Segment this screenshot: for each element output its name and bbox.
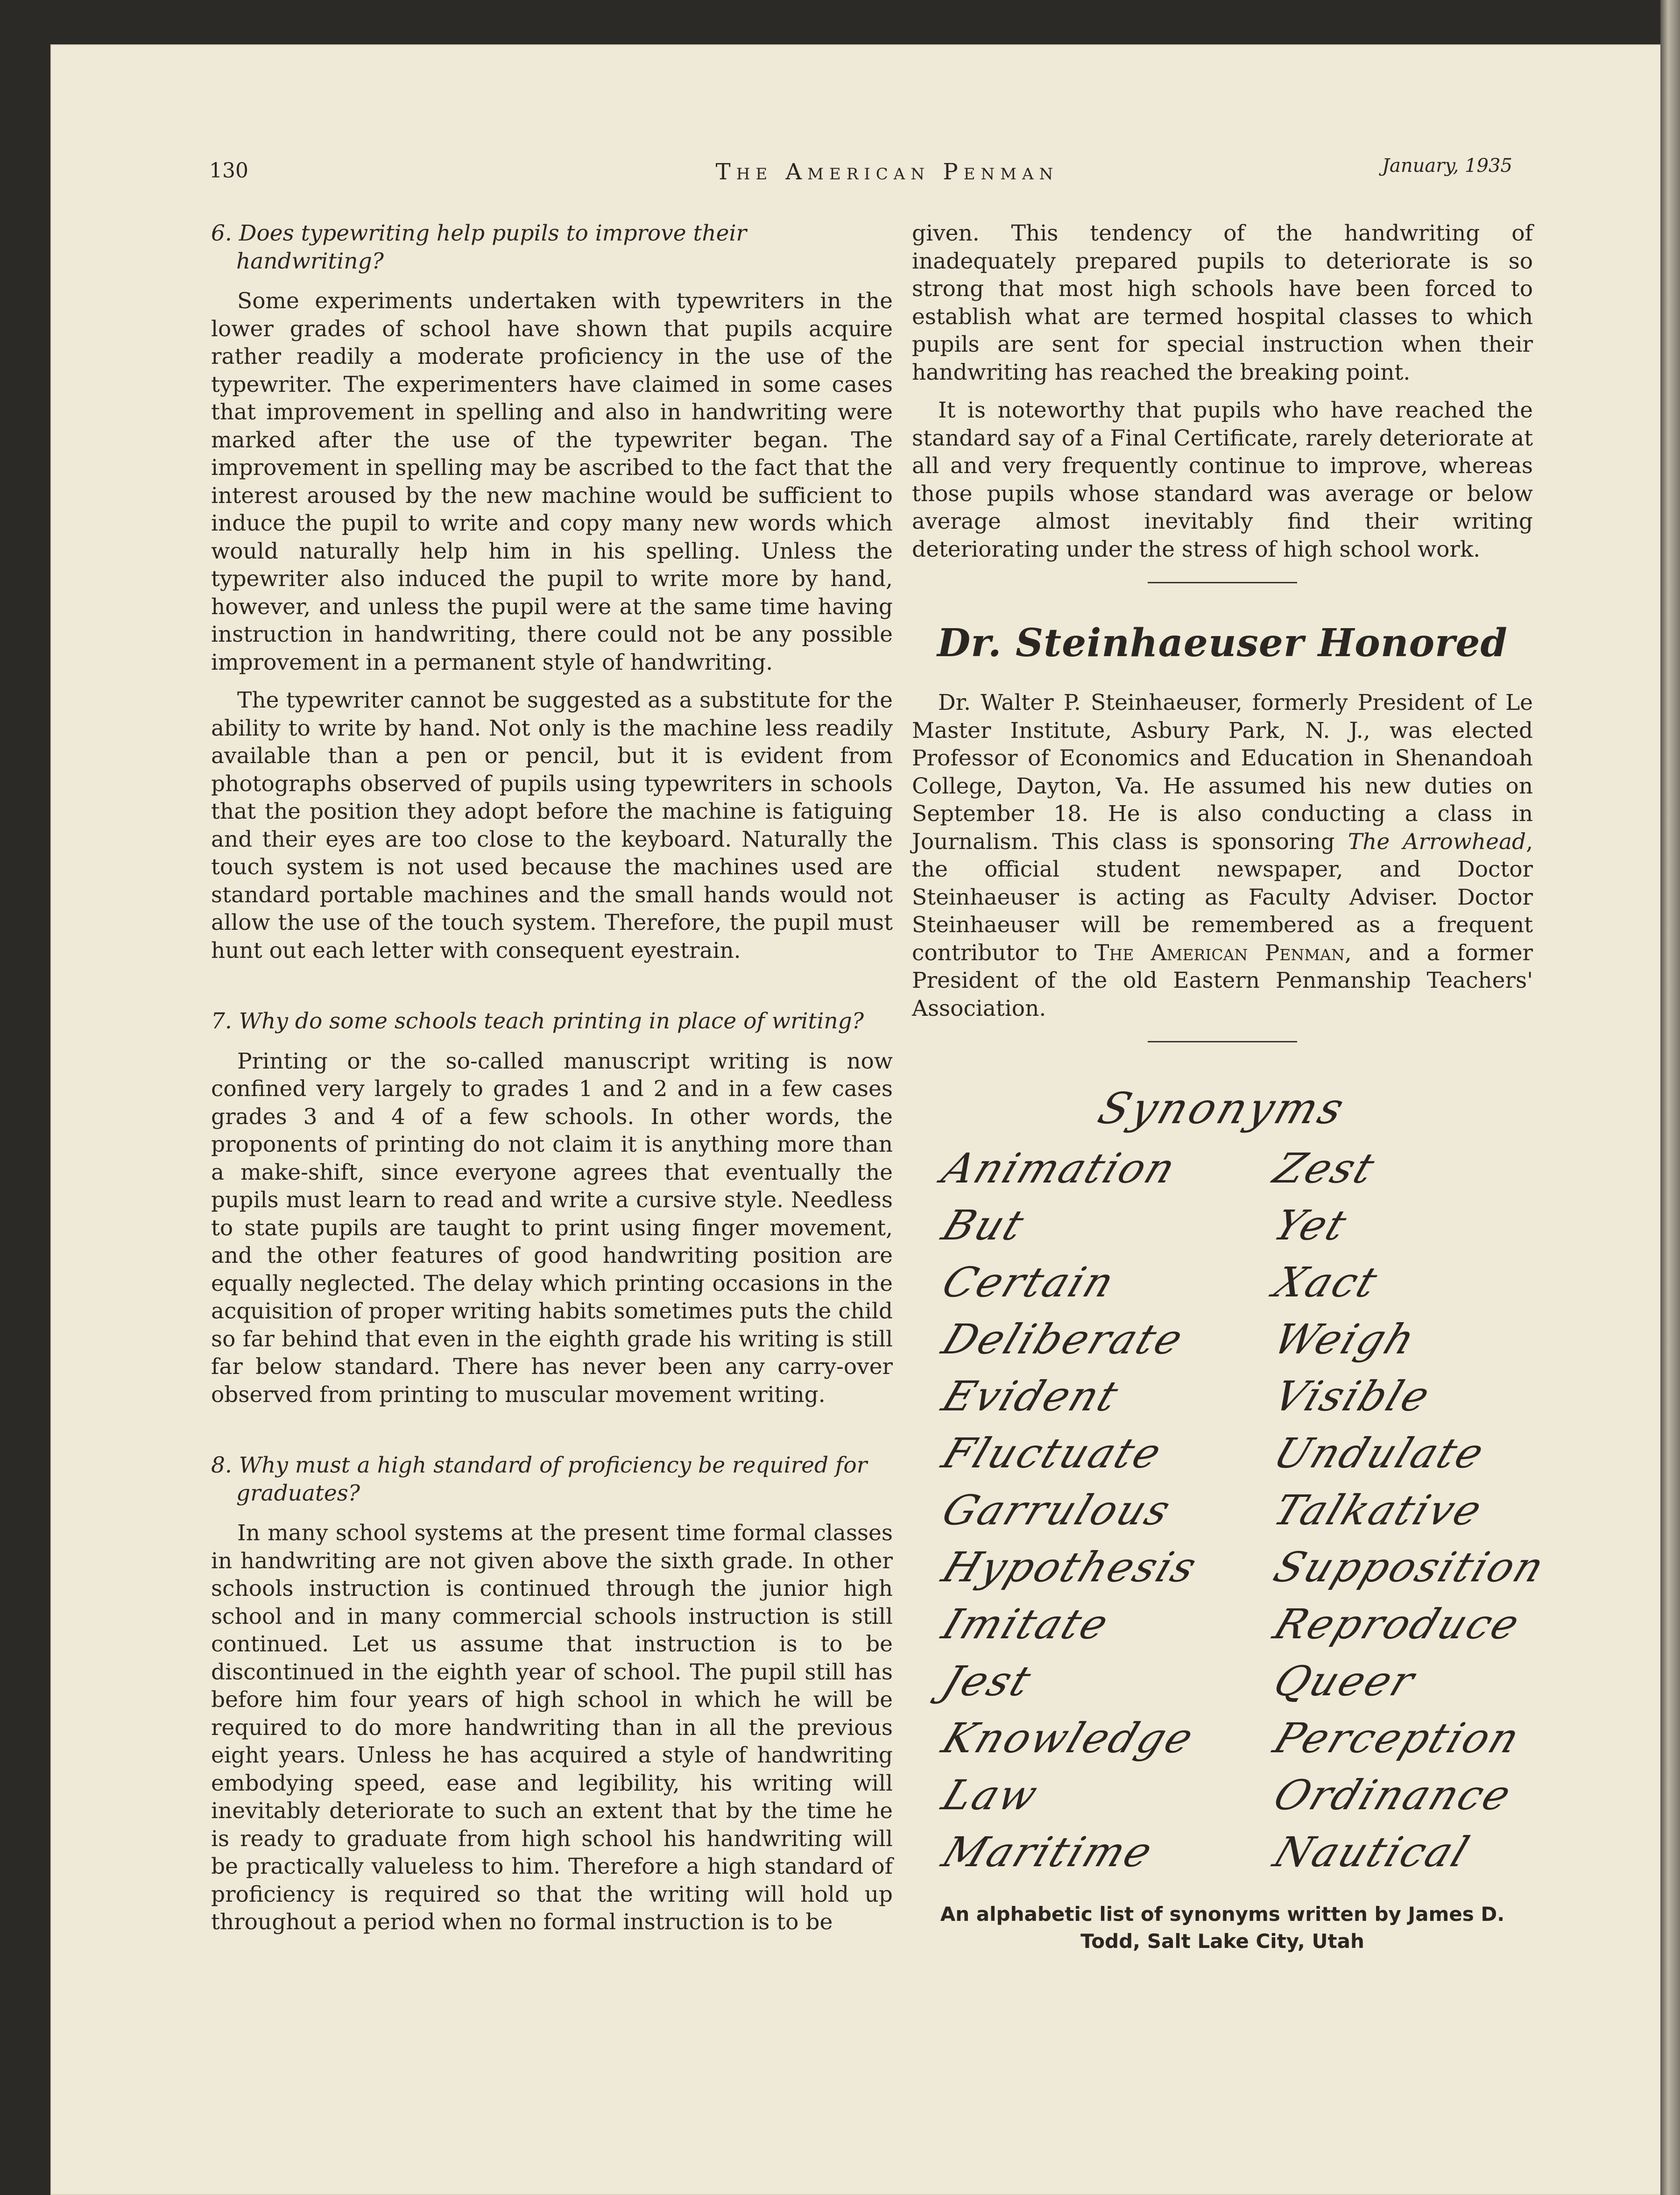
paragraph: Printing or the so-called manuscript writing is now confined very largely to grades 1 and 2 and in a few cases grades 3 and 4 of a few schools. In other words, the proponents of printing do not claim it is anything more than a make-shift, since everyone agrees that eventually the pupils must learn to read and write a cursive style. Needless to state pupils are taught to print using finger movement, and the other features of good handwriting position are equally neglected. The delay which printing occasions in the acquisition of proper writing habits sometimes puts the child so far behind that even in the eighth grade his writing is still far below standard. There has never been any carry-over observed from printing to muscular movement writing.: [211, 1048, 893, 1408]
synonym-word-right: Reproduce: [1267, 1600, 1528, 1648]
page-number: 130: [209, 159, 248, 183]
synonym-word-left: Deliberate: [936, 1315, 1192, 1363]
article-paragraph: [912, 689, 1533, 1022]
newspaper-name: The Arrowhead: [1348, 828, 1526, 855]
synonym-word-left: Garrulous: [936, 1486, 1179, 1534]
specimen-caption: An alphabetic list of synonyms written by James D. Todd, Salt Lake City, Utah: [940, 1903, 1505, 1953]
right-column: [912, 220, 1533, 1080]
question-8: 8. Why must a high standard of proficiency be required for graduates?: [211, 1452, 868, 1506]
synonym-word-right: Visible: [1267, 1372, 1438, 1420]
synonym-word-right: Weigh: [1267, 1315, 1424, 1363]
issue-date: January, 1935: [1382, 155, 1512, 177]
synonym-word-left: Maritime: [936, 1828, 1161, 1876]
synonym-word-right: Ordinance: [1267, 1771, 1519, 1819]
divider: [1148, 1041, 1297, 1042]
paragraph: The typewriter cannot be suggested as a substitute for the ability to write by hand. Not only is the machine less readily available than a pen or pencil, but it is evident from photographs observed of pupils using typewriters in schools that the position they adopt before the machine is fatiguing and their eyes are too close to the keyboard. Naturally the touch system is not used because the machines used are standard portable machines and the small hands would not allow the use of the touch system. Therefore, the pupil must hunt out each letter with consequent eyestrain.: [211, 687, 893, 963]
question-6: 6. Does typewriting help pupils to improve their handwriting?: [211, 220, 747, 274]
article-title: Dr. Steinhaeuser Honored: [937, 621, 1508, 666]
article-text: Dr. Walter P. Steinhaeuser, formerly President of Le Master Institute, Asbury Park, N. J., was elected Professor of Economics and Education in Shenandoah College, Dayton, Va. He assumed his new duties on September 18. He is also conducting a class in Journalism. This class is sponsoring: [912, 690, 1533, 855]
synonyms-specimen: [912, 1074, 1553, 1877]
synonym-word-right: Talkative: [1267, 1486, 1490, 1534]
article-text: , and a former President of the old Eastern Penmanship Teachers' Association.: [912, 940, 1533, 1021]
magazine-title: The American Penman: [715, 159, 1059, 185]
synonym-word-left: Certain: [936, 1258, 1122, 1306]
synonym-word-right: Nautical: [1267, 1828, 1477, 1876]
page-edge: [1660, 0, 1680, 2195]
question-7: 7. Why do some schools teach printing in place of writing?: [211, 1008, 864, 1034]
paragraph: In many school systems at the present time formal classes in handwriting are not given above the sixth grade. In other schools instruction is continued through the junior high school and in many commercial schools instruction is still continued. Let us assume that instruction is to be discontinued in the eighth year of school. The pupil still has before him four years of high school in which he will be required to do more handwriting than in all the previous eight years. Unless he has acquired a style of handwriting embodying speed, ease and legibility, his writing will inevitably deteriorate to such an extent that by the time he is ready to graduate from high school his handwriting will be practically valueless to him. Therefore a high standard of proficiency is required so that the writing will hold up throughout a period when no formal instruction is to be: [211, 1520, 893, 1935]
synonym-word-right: Supposition: [1267, 1543, 1553, 1591]
synonym-word-left: Evident: [936, 1372, 1127, 1420]
article-text: , the official student newspaper, and Doctor Steinhaeuser is acting as Faculty Adviser. Doctor Steinhaeuser will be remembered as a frequent contributor to: [912, 828, 1533, 966]
synonym-word-left: Hypothesis: [936, 1543, 1205, 1591]
synonym-word-left: Animation: [936, 1144, 1184, 1192]
synonym-word-left: But: [936, 1201, 1032, 1249]
synonyms-title: Synonyms: [1092, 1083, 1353, 1133]
synonym-word-right: Zest: [1267, 1144, 1383, 1192]
synonym-word-left: Law: [936, 1771, 1046, 1819]
divider: [1148, 582, 1297, 583]
paragraph: given. This tendency of the handwriting of inadequately prepared pupils to deteriorate is so strong that most high schools have been forced to establish what are termed hospital classes to which pupils are sent for special instruction when their handwriting has reached the breaking point.: [912, 220, 1533, 385]
synonym-word-right: Queer: [1267, 1657, 1423, 1705]
magazine-name: The American Penman: [1094, 940, 1345, 966]
paragraph: It is noteworthy that pupils who have reached the standard say of a Final Certificate, rarely deteriorate at all and very frequently continue to improve, whereas those pupils whose standard was average or below average almost inevitably find their writing deteriorating under the stress of high school work.: [912, 397, 1533, 562]
synonym-word-left: Jest: [936, 1657, 1039, 1705]
synonym-word-left: Imitate: [936, 1600, 1117, 1648]
synonym-word-right: Xact: [1267, 1258, 1386, 1306]
synonym-word-right: Undulate: [1267, 1429, 1492, 1477]
synonym-word-left: Knowledge: [936, 1714, 1202, 1762]
synonym-word-right: Yet: [1267, 1201, 1355, 1249]
synonym-word-left: Fluctuate: [936, 1429, 1170, 1477]
paragraph: Some experiments undertaken with typewriters in the lower grades of school have shown that pupils acquire rather readily a moderate proficiency in the use of the typewriter. The experimenters have claimed in some cases that improvement in spelling and also in handwriting were marked after the use of the typewriter began. The improvement in spelling may be ascribed to the fact that the interest aroused by the new machine would be sufficient to induce the pupil to write and copy many new words which would naturally help him in his spelling. Unless the typewriter also induced the pupil to write more by hand, however, and unless the pupil were at the same time having instruction in handwriting, there could not be any possible improvement in a permanent style of handwriting.: [211, 288, 893, 675]
page-header: [0, 155, 1680, 196]
synonym-word-right: Perception: [1267, 1714, 1528, 1762]
left-column: [211, 220, 893, 1947]
